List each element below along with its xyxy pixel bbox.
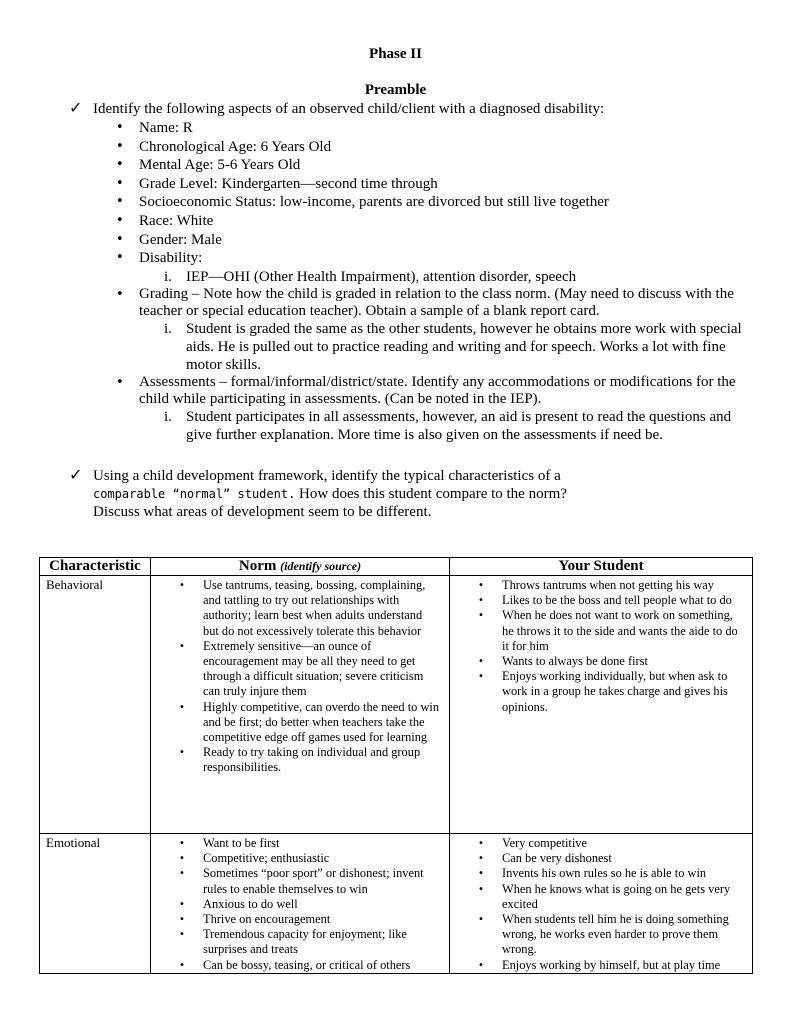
checklist-text: Identify the following aspects of an observed child/client with a diagnosed disability: [93, 101, 605, 117]
list-item: • Name: R [115, 119, 745, 138]
comparison-table [39, 557, 753, 974]
checklist-item-1 [69, 100, 749, 118]
header-norm-source: (identify source) [280, 559, 362, 573]
list-item: • Mental Age: 5-6 Years Old [115, 156, 745, 175]
sub-item [139, 408, 745, 444]
aspects-list [115, 119, 745, 444]
list-item: • Invents his own rules so he is able to win [450, 866, 744, 881]
list-item: • Grade Level: Kindergarten—second time through [115, 175, 745, 194]
list-item: • Can be bossy, teasing, or critical of others [151, 958, 441, 973]
header-student: Your Student [450, 558, 753, 576]
list-item: • Ready to try taking on individual and group responsibilities. [151, 745, 441, 775]
row-label: Behavioral [40, 576, 151, 834]
list-item [115, 286, 745, 374]
header-norm [151, 558, 450, 576]
list-item: • Enjoys working individually, but when ask to work in a group he takes charge and gives his opinions. [450, 669, 744, 715]
list-item: • Throws tantrums when not getting his way [450, 578, 744, 593]
header-characteristic: Characteristic [40, 558, 151, 576]
table-row [40, 834, 753, 974]
sub-item-number: i. [164, 268, 172, 285]
question-text: How does this student compare to the norm? [295, 486, 567, 502]
list-item: • When he does not want to work on something, he throws it to the side and wants the aide to do it for him [450, 608, 744, 654]
table-row [40, 576, 753, 834]
list-item [115, 249, 745, 286]
sub-item [139, 320, 745, 374]
assessments-text: • Assessments – formal/informal/district/state. Identify any accommodations or modifications for the child while participating in assessments. (Can be noted in the IEP). [139, 373, 736, 407]
checklist-text-line2 [93, 485, 669, 503]
list-item: • Enjoys working by himself, but at play time [450, 958, 744, 973]
checkmark-icon: ✓ [69, 98, 83, 117]
list-item: • When he knows what is going on he gets very excited [450, 882, 744, 912]
checklist-text: Using a child development framework, identify the typical characteristics of a [93, 468, 561, 484]
list-item [115, 374, 745, 444]
norm-cell [151, 576, 450, 834]
checklist-text-line3: Discuss what areas of development seem to be different. [93, 504, 432, 520]
sub-item-text: Student participates in all assessments, however, an aid is present to read the questions and give further explanation. More time is also given on the assessments if need be. [186, 408, 732, 443]
list-item: • Very competitive [450, 836, 744, 851]
list-item: • Want to be first [151, 836, 441, 851]
header-norm-label: Norm [238, 558, 281, 574]
table-header-row [40, 558, 753, 576]
list-item: • Tremendous capacity for enjoyment; like surprises and treats [151, 927, 441, 957]
sub-item-number: i. [164, 408, 172, 425]
list-item: • Chronological Age: 6 Years Old [115, 138, 745, 157]
section-heading: Preamble [364, 82, 427, 98]
disability-label: • Disability: [139, 250, 203, 267]
checklist-item-2 [69, 467, 669, 521]
student-cell [450, 834, 753, 974]
grading-text: • Grading – Note how the child is graded in relation to the class norm. (May need to discuss with the teacher or special education teacher). Obtain a sample of a blank report card. [139, 285, 734, 319]
row-label: Emotional [40, 834, 151, 974]
list-item: • Wants to always be done first [450, 654, 744, 669]
list-item: • Extremely sensitive—an ounce of encouragement may be all they need to get through a difficult situation; severe criticism can truly injure them [151, 639, 441, 700]
sub-item [139, 268, 745, 286]
norm-phrase: comparable “normal” student. [93, 487, 296, 501]
page-title: Phase II [369, 46, 422, 62]
list-item: • Competitive; enthusiastic [151, 851, 441, 866]
list-item: • Use tantrums, teasing, bossing, complaining, and tattling to try out relationships with authority; learn best when adults understand but do not excessively tolerate this behavior [151, 578, 441, 639]
sub-item-number: i. [164, 320, 172, 337]
list-item: • Can be very dishonest [450, 851, 744, 866]
list-item: • Socioeconomic Status: low-income, parents are divorced but still live together [115, 193, 745, 212]
student-cell [450, 576, 753, 834]
checkmark-icon: ✓ [69, 465, 83, 484]
sub-item-text: IEP—OHI (Other Health Impairment), attention disorder, speech [186, 268, 577, 285]
sub-item-text: Student is graded the same as the other students, however he obtains more work with special aids. He is pulled out to practice reading and writing and for speech. Works a lot with fine motor skills. [186, 320, 742, 373]
list-item: • Gender: Male [115, 231, 745, 250]
list-item: • When students tell him he is doing something wrong, he works even harder to prove them wrong. [450, 912, 744, 958]
list-item: • Sometimes “poor sport” or dishonest; invent rules to enable themselves to win [151, 866, 441, 896]
norm-cell [151, 834, 450, 974]
list-item: • Likes to be the boss and tell people what to do [450, 593, 744, 608]
list-item: • Anxious to do well [151, 897, 441, 912]
list-item: • Race: White [115, 212, 745, 231]
list-item: • Highly competitive, can overdo the need to win and be first; do better when teachers take the competitive edge off games used for learning [151, 700, 441, 746]
list-item: • Thrive on encouragement [151, 912, 441, 927]
